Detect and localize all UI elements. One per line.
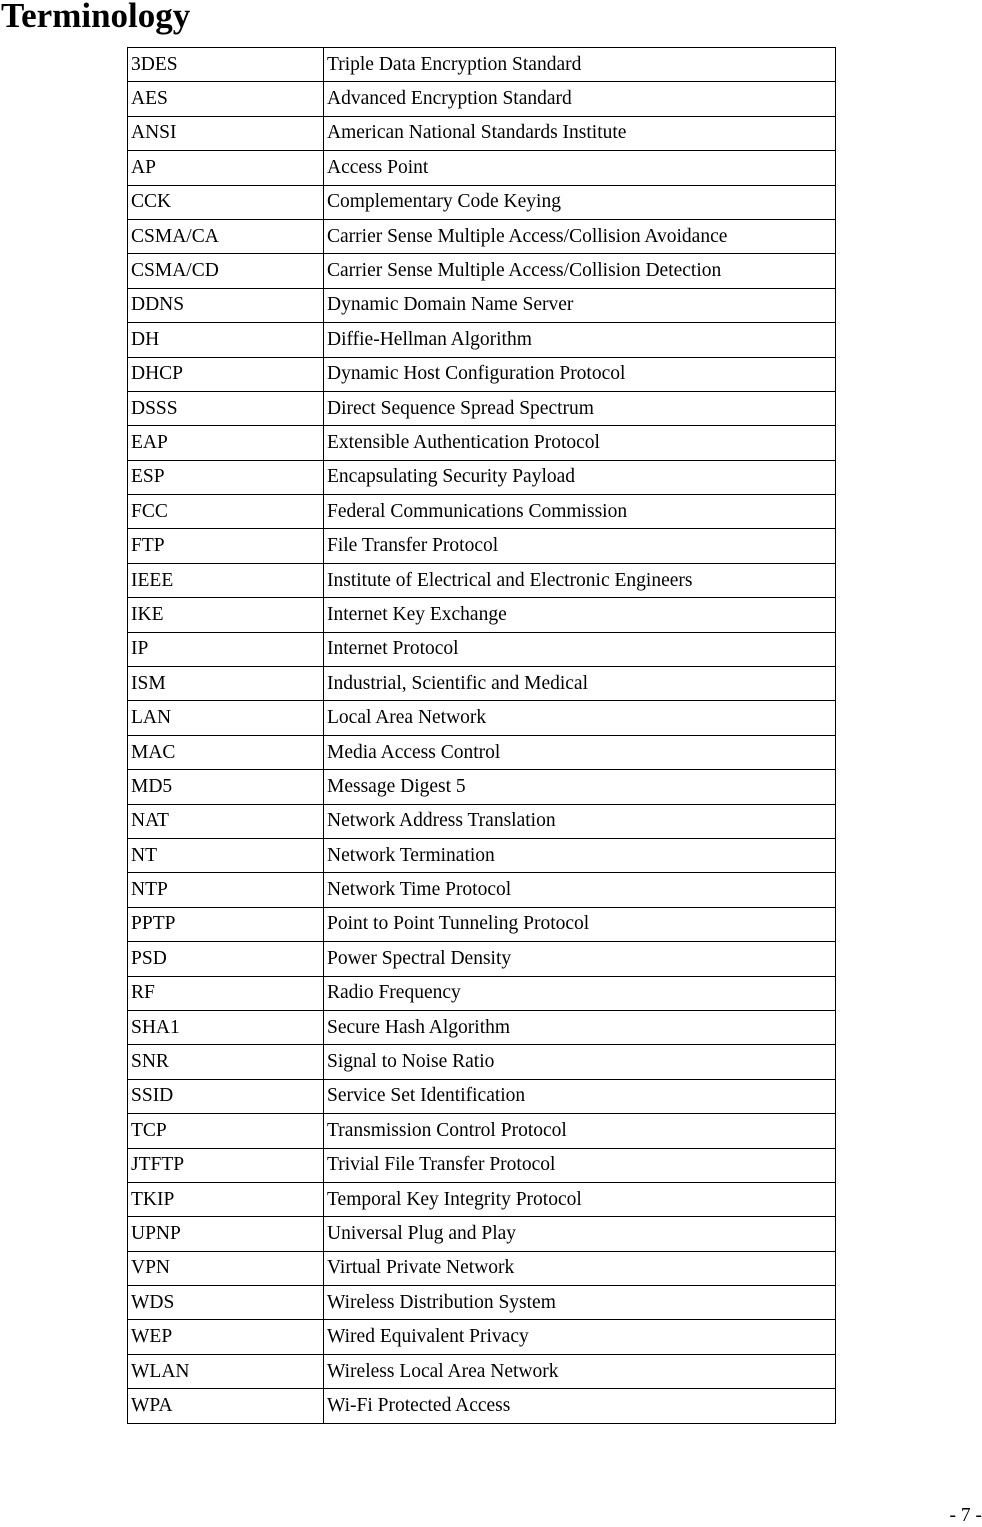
term-abbreviation: UPNP <box>128 1217 324 1251</box>
term-definition: Point to Point Tunneling Protocol <box>324 907 836 941</box>
table-row <box>128 770 836 804</box>
term-abbreviation: ESP <box>128 460 324 494</box>
terminology-table <box>127 47 836 1424</box>
term-abbreviation: DDNS <box>128 288 324 322</box>
term-abbreviation: IEEE <box>128 563 324 597</box>
term-definition: Network Address Translation <box>324 804 836 838</box>
term-abbreviation: LAN <box>128 701 324 735</box>
table-row <box>128 1354 836 1388</box>
table-row <box>128 1251 836 1285</box>
term-definition: Transmission Control Protocol <box>324 1114 836 1148</box>
term-definition: Internet Protocol <box>324 632 836 666</box>
table-row <box>128 701 836 735</box>
term-definition: Wi-Fi Protected Access <box>324 1389 836 1423</box>
term-abbreviation: SNR <box>128 1045 324 1079</box>
table-row <box>128 873 836 907</box>
table-row <box>128 1389 836 1423</box>
term-abbreviation: TCP <box>128 1114 324 1148</box>
term-abbreviation: NT <box>128 838 324 872</box>
term-definition: File Transfer Protocol <box>324 529 836 563</box>
table-row <box>128 288 836 322</box>
table-row <box>128 907 836 941</box>
term-definition: Network Termination <box>324 838 836 872</box>
page-number: - 7 - <box>950 1505 982 1527</box>
table-row <box>128 529 836 563</box>
term-abbreviation: WPA <box>128 1389 324 1423</box>
table-row <box>128 632 836 666</box>
term-abbreviation: ISM <box>128 667 324 701</box>
term-definition: Extensible Authentication Protocol <box>324 426 836 460</box>
table-row <box>128 976 836 1010</box>
term-definition: Institute of Electrical and Electronic Engineers <box>324 563 836 597</box>
term-abbreviation: CSMA/CD <box>128 254 324 288</box>
term-definition: Virtual Private Network <box>324 1251 836 1285</box>
term-abbreviation: AP <box>128 151 324 185</box>
term-definition: Signal to Noise Ratio <box>324 1045 836 1079</box>
table-row <box>128 1286 836 1320</box>
term-definition: Encapsulating Security Payload <box>324 460 836 494</box>
term-abbreviation: EAP <box>128 426 324 460</box>
table-row <box>128 460 836 494</box>
table-row <box>128 563 836 597</box>
term-definition: Direct Sequence Spread Spectrum <box>324 391 836 425</box>
term-abbreviation: IP <box>128 632 324 666</box>
term-abbreviation: MD5 <box>128 770 324 804</box>
term-definition: Wireless Local Area Network <box>324 1354 836 1388</box>
table-row <box>128 391 836 425</box>
table-row <box>128 942 836 976</box>
term-definition: Internet Key Exchange <box>324 598 836 632</box>
term-abbreviation: IKE <box>128 598 324 632</box>
table-row <box>128 151 836 185</box>
table-row <box>128 185 836 219</box>
term-definition: Access Point <box>324 151 836 185</box>
term-definition: Triple Data Encryption Standard <box>324 48 836 82</box>
term-abbreviation: MAC <box>128 735 324 769</box>
page-title: Terminology <box>1 0 190 36</box>
table-row <box>128 495 836 529</box>
table-row <box>128 598 836 632</box>
term-definition: Radio Frequency <box>324 976 836 1010</box>
term-definition: Trivial File Transfer Protocol <box>324 1148 836 1182</box>
table-row <box>128 1114 836 1148</box>
term-definition: Network Time Protocol <box>324 873 836 907</box>
table-row <box>128 82 836 116</box>
term-definition: Federal Communications Commission <box>324 495 836 529</box>
term-definition: Wireless Distribution System <box>324 1286 836 1320</box>
term-abbreviation: TKIP <box>128 1182 324 1216</box>
term-abbreviation: CCK <box>128 185 324 219</box>
term-abbreviation: PPTP <box>128 907 324 941</box>
term-definition: Temporal Key Integrity Protocol <box>324 1182 836 1216</box>
term-definition: Wired Equivalent Privacy <box>324 1320 836 1354</box>
term-definition: Carrier Sense Multiple Access/Collision Avoidance <box>324 219 836 253</box>
term-definition: Service Set Identification <box>324 1079 836 1113</box>
term-abbreviation: CSMA/CA <box>128 219 324 253</box>
term-abbreviation: VPN <box>128 1251 324 1285</box>
term-definition: Message Digest 5 <box>324 770 836 804</box>
term-definition: Media Access Control <box>324 735 836 769</box>
term-definition: Dynamic Domain Name Server <box>324 288 836 322</box>
term-abbreviation: WDS <box>128 1286 324 1320</box>
term-abbreviation: NAT <box>128 804 324 838</box>
table-row <box>128 735 836 769</box>
table-row <box>128 116 836 150</box>
term-abbreviation: WEP <box>128 1320 324 1354</box>
term-definition: Secure Hash Algorithm <box>324 1010 836 1044</box>
table-row <box>128 1217 836 1251</box>
term-abbreviation: DSSS <box>128 391 324 425</box>
table-row <box>128 1148 836 1182</box>
term-definition: Dynamic Host Configuration Protocol <box>324 357 836 391</box>
term-definition: Power Spectral Density <box>324 942 836 976</box>
term-abbreviation: FCC <box>128 495 324 529</box>
table-row <box>128 1079 836 1113</box>
term-definition: Carrier Sense Multiple Access/Collision Detection <box>324 254 836 288</box>
table-row <box>128 357 836 391</box>
term-definition: Diffie-Hellman Algorithm <box>324 323 836 357</box>
term-abbreviation: SSID <box>128 1079 324 1113</box>
term-abbreviation: 3DES <box>128 48 324 82</box>
table-row <box>128 1320 836 1354</box>
term-definition: Universal Plug and Play <box>324 1217 836 1251</box>
term-definition: Industrial, Scientific and Medical <box>324 667 836 701</box>
table-row <box>128 323 836 357</box>
table-row <box>128 838 836 872</box>
term-abbreviation: ANSI <box>128 116 324 150</box>
term-definition: Advanced Encryption Standard <box>324 82 836 116</box>
term-definition: Local Area Network <box>324 701 836 735</box>
term-abbreviation: DH <box>128 323 324 357</box>
table-row <box>128 667 836 701</box>
table-row <box>128 1010 836 1044</box>
term-abbreviation: PSD <box>128 942 324 976</box>
table-row <box>128 1182 836 1216</box>
table-row <box>128 219 836 253</box>
table-row <box>128 254 836 288</box>
term-abbreviation: NTP <box>128 873 324 907</box>
table-row <box>128 426 836 460</box>
term-abbreviation: DHCP <box>128 357 324 391</box>
term-abbreviation: AES <box>128 82 324 116</box>
term-definition: American National Standards Institute <box>324 116 836 150</box>
term-abbreviation: WLAN <box>128 1354 324 1388</box>
term-abbreviation: SHA1 <box>128 1010 324 1044</box>
table-row <box>128 1045 836 1079</box>
table-row <box>128 48 836 82</box>
table-row <box>128 804 836 838</box>
terminology-table-body <box>128 48 836 1424</box>
term-definition: Complementary Code Keying <box>324 185 836 219</box>
term-abbreviation: FTP <box>128 529 324 563</box>
term-abbreviation: JTFTP <box>128 1148 324 1182</box>
term-abbreviation: RF <box>128 976 324 1010</box>
